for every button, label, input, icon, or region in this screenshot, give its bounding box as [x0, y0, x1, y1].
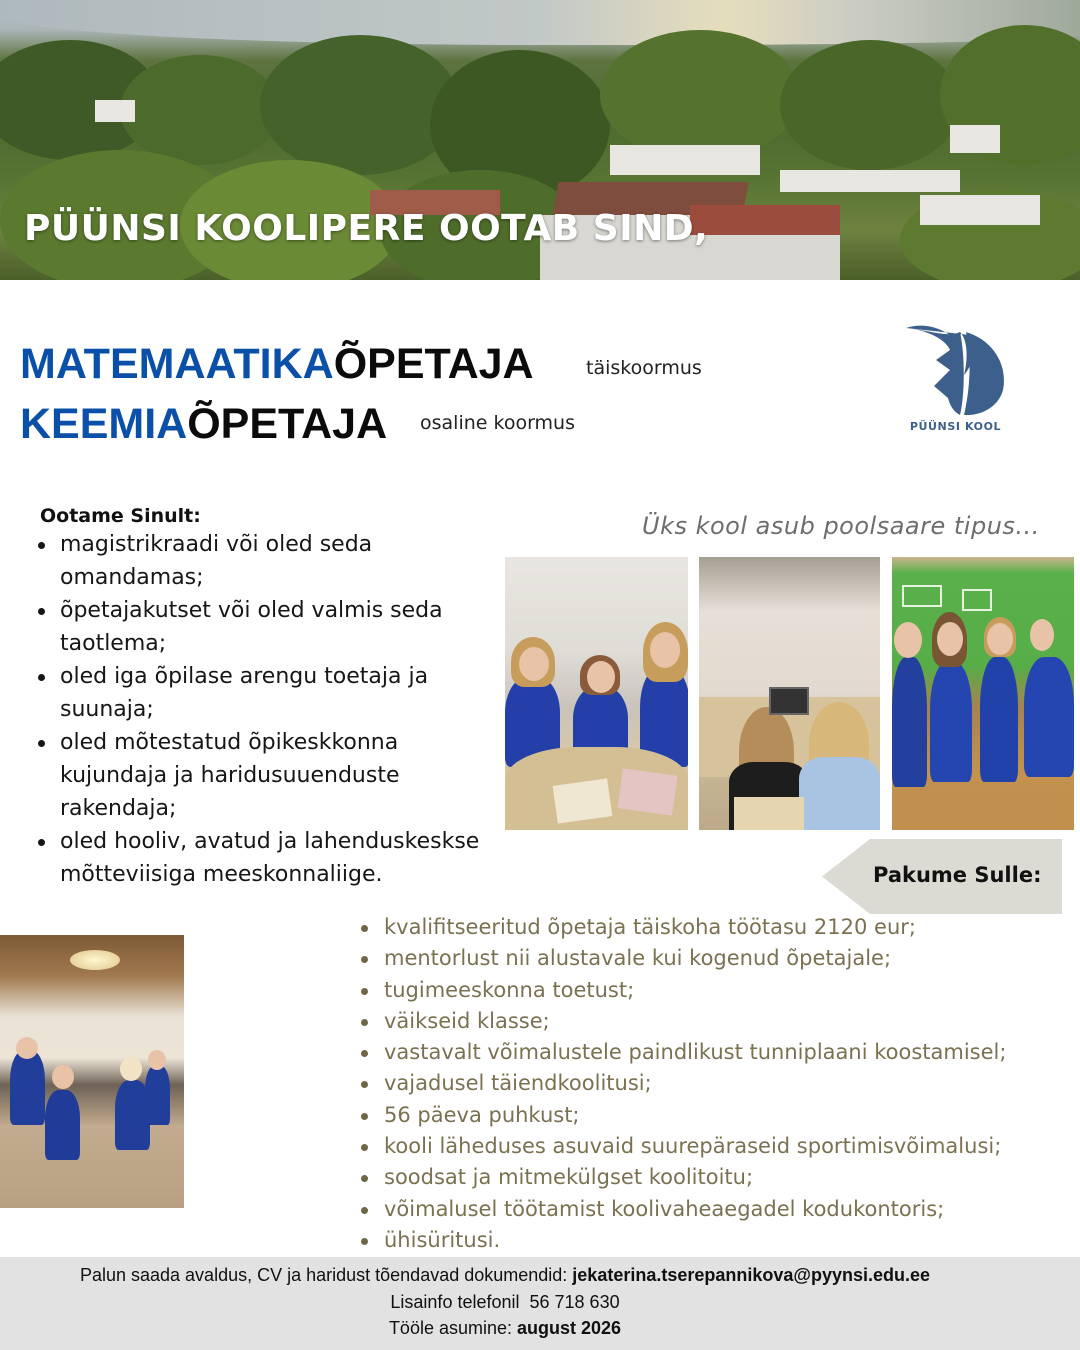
requirement-item: magistrikraadi või oled seda omandamas;	[36, 528, 396, 594]
requirement-item: oled iga õpilase arengu toetaja ja suunaja;	[36, 660, 456, 726]
requirement-item: oled hooliv, avatud ja lahenduskeskse mõtteviisiga meeskonnaliige.	[36, 825, 516, 891]
job-title-chemistry	[20, 400, 387, 449]
benefit-item: soodsat ja mitmekülgset koolitoitu;	[358, 1162, 1006, 1193]
apply-instructions	[0, 1265, 1010, 1286]
job-title-math	[20, 340, 534, 389]
job-role: ÕPETAJA	[333, 340, 534, 388]
benefit-item: tugimeeskonna toetust;	[358, 975, 1006, 1006]
school-logo	[898, 320, 1013, 445]
offer-heading: Pakume Sulle:	[873, 863, 1042, 887]
photo-students-laptops	[699, 557, 880, 830]
requirements-list	[36, 528, 516, 891]
job-load-chemistry: osaline koormus	[420, 412, 575, 434]
benefit-item: kvalifitseeritud õpetaja täiskoha töötasu 2120 eur;	[358, 912, 1006, 943]
phone-number[interactable]: 56 718 630	[529, 1292, 620, 1312]
contact-email[interactable]: jekaterina.tserepannikova@pyynsi.edu.ee	[572, 1265, 931, 1285]
benefit-item: 56 päeva puhkust;	[358, 1100, 1006, 1131]
start-date: august 2026	[517, 1318, 622, 1338]
gallery-caption: Üks kool asub poolsaare tipus...	[642, 512, 1040, 540]
phone-label: Lisainfo telefonil	[390, 1292, 530, 1312]
phone-line	[0, 1292, 1010, 1313]
requirement-item: oled mõtestatud õpikeskkonna kujundaja ja haridusuuenduste rakendaja;	[36, 726, 456, 825]
benefit-item: mentorlust nii alustavale kui kogenud õpetajale;	[358, 943, 1006, 974]
benefit-item: vajadusel täiendkoolitusi;	[358, 1068, 1006, 1099]
benefits-list	[358, 912, 1006, 1256]
apply-text: Palun saada avaldus, CV ja haridust tõendavad dokumendid:	[79, 1265, 573, 1285]
hero-title: PÜÜNSI KOOLIPERE OOTAB SIND,	[24, 208, 709, 249]
job-load-math: täiskoormus	[586, 357, 702, 379]
logo-emblem-icon	[898, 320, 1013, 420]
start-label: Tööle asumine:	[388, 1318, 518, 1338]
contact-footer	[0, 1257, 1080, 1350]
photo-students-singing	[892, 557, 1074, 830]
requirements-heading: Ootame Sinult:	[40, 505, 201, 527]
photo-students-dancing	[0, 935, 184, 1208]
job-role: ÕPETAJA	[187, 400, 388, 448]
benefit-item: vastavalt võimalustele paindlikust tunniplaani koostamisel;	[358, 1037, 1006, 1068]
benefit-item: väikseid klasse;	[358, 1006, 1006, 1037]
job-subject: MATEMAATIKA	[20, 340, 334, 388]
requirement-item: õpetajakutset või oled valmis seda taotlema;	[36, 594, 466, 660]
logo-text: PÜÜNSI KOOL	[909, 420, 1002, 433]
job-subject: KEEMIA	[20, 400, 188, 448]
benefit-item: ühisüritusi.	[358, 1225, 1006, 1256]
hero-banner	[0, 0, 1080, 280]
benefit-item: kooli läheduses asuvaid suurepäraseid sportimisvõimalusi;	[358, 1131, 1006, 1162]
benefit-item: võimalusel töötamist koolivaheaegadel kodukontoris;	[358, 1194, 1006, 1225]
photo-students-sweaters	[505, 557, 688, 830]
start-date-line	[0, 1318, 1010, 1339]
